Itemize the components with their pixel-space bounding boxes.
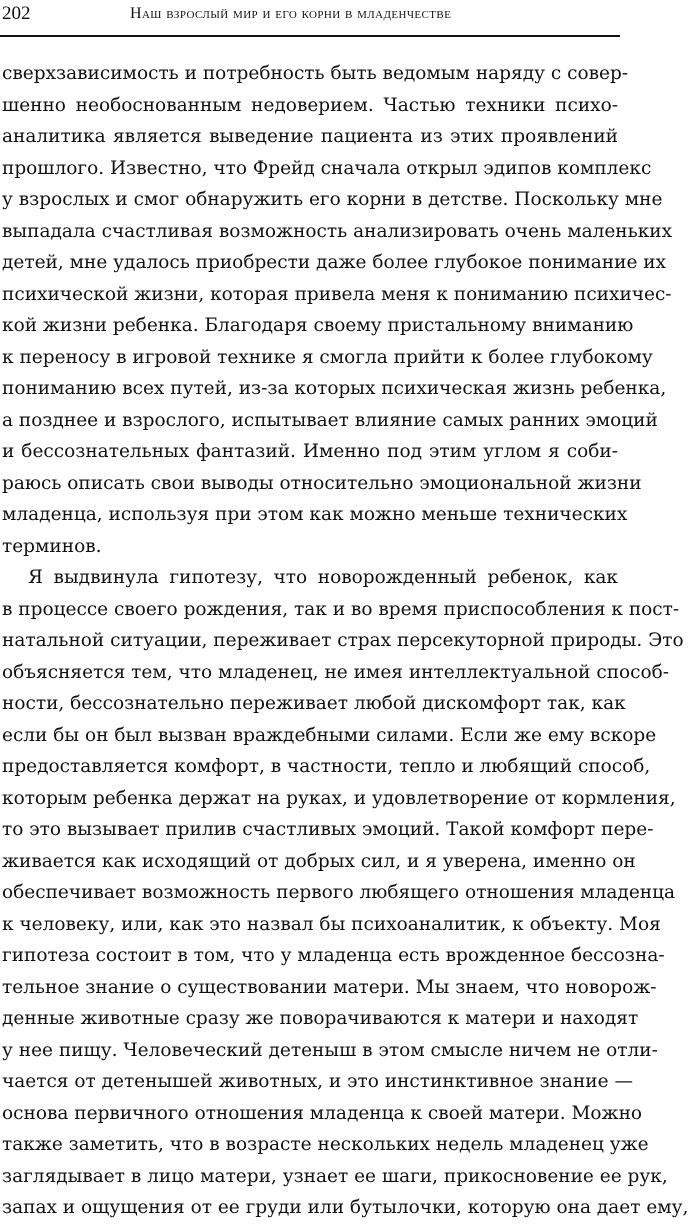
text-line: младенца, используя при этом как можно меньше технических	[2, 504, 628, 525]
text-line: у нее пищу. Человеческий детеныш в этом смысле ничем не отли-	[2, 1039, 658, 1061]
text-line: аналитика является выведение пациента из этих проявлений	[2, 126, 618, 147]
text-line: у взрослых и смог обнаружить его корни в детстве. Поскольку мне	[2, 189, 663, 210]
text-line: раюсь описать свои выводы относительно эмоциональной жизни	[2, 472, 642, 494]
text-line: также заметить, что в возрасте нескольких недель младенец уже	[2, 1134, 649, 1155]
text-line: и бессознательных фантазий. Именно под этим углом я соби-	[2, 441, 618, 462]
text-line: объясняется тем, что младенец, не имея интеллектуальной способ-	[2, 661, 670, 683]
text-line: терминов.	[2, 535, 102, 557]
text-line: живается как исходящий от добрых сил, и я уверена, именно он	[2, 850, 636, 872]
text-line: обеспечивает возможность первого любящего отношения младенца	[2, 882, 676, 903]
running-head: Наш взрослый мир и его корни в младенчестве	[130, 5, 452, 22]
text-line: психической жизни, которая привела меня к пониманию психичес-	[2, 283, 672, 305]
text-line: прошлого. Известно, что Фрейд сначала открыл эдипов комплекс	[2, 157, 652, 179]
text-line: основа первичного отношения младенца к своей матери. Можно	[2, 1102, 643, 1124]
text-line: натальной ситуации, переживает страх персекуторной природы. Это	[2, 630, 684, 651]
text-line: сверхзависимость и потребность быть ведомым наряду с совер-	[2, 63, 629, 84]
text-line: чается от детенышей животных, и это инстинктивное знание —	[2, 1071, 633, 1092]
text-line: если бы он был вызван враждебными силами. Если же ему вскоре	[2, 724, 657, 746]
text-line: которым ребенка держат на руках, и удовлетворение от кормления,	[2, 787, 676, 809]
text-line: шенно необоснованным недоверием. Частью техники психо-	[2, 94, 618, 116]
page-header	[0, 0, 620, 40]
text-line: Я выдвинула гипотезу, что новорожденный ребенок, как	[28, 567, 618, 588]
text-line: а позднее и взрослого, испытывает влияние самых ранних эмоций	[2, 409, 658, 431]
paragraph	[2, 562, 688, 1224]
text-line: пониманию всех путей, из-за которых психическая жизнь ребенка,	[2, 378, 667, 399]
text-line: к человеку, или, как это назвал бы психоаналитик, к объекту. Моя	[2, 913, 661, 935]
text-line: кой жизни ребенка. Благодаря своему пристальному вниманию	[2, 315, 634, 336]
text-line: выпадала счастливая возможность анализировать очень маленьких	[2, 220, 673, 242]
text-line: то это вызывает прилив счастливых эмоций. Такой комфорт пере-	[2, 819, 654, 840]
paragraph	[2, 58, 673, 562]
text-line: в процессе своего рождения, так и во время приспособления к пост-	[2, 598, 680, 620]
header-rule	[0, 35, 620, 37]
text-line: детей, мне удалось приобрести даже более глубокое понимание их	[2, 252, 667, 273]
page-number: 202	[2, 3, 31, 24]
text-line: запах и ощущения от ее груди или бутылочки, которую она дает ему,	[2, 1197, 688, 1218]
text-line: денные животные сразу же поворачиваются к матери и находят	[2, 1008, 639, 1029]
text-line: гипотеза состоит в том, что у младенца есть врожденное бессозна-	[2, 945, 665, 966]
text-line: к переносу в игровой технике я смогла прийти к более глубокому	[2, 346, 653, 368]
text-line: тельное знание о существовании матери. Мы знаем, что новорож-	[2, 976, 657, 998]
body-text	[2, 58, 688, 1224]
text-line: ности, бессознательно переживает любой дискомфорт так, как	[2, 693, 626, 714]
text-line: заглядывает в лицо матери, узнает ее шаги, прикосновение ее рук,	[2, 1165, 668, 1187]
text-line: предоставляется комфорт, в частности, тепло и любящий способ,	[2, 756, 651, 777]
